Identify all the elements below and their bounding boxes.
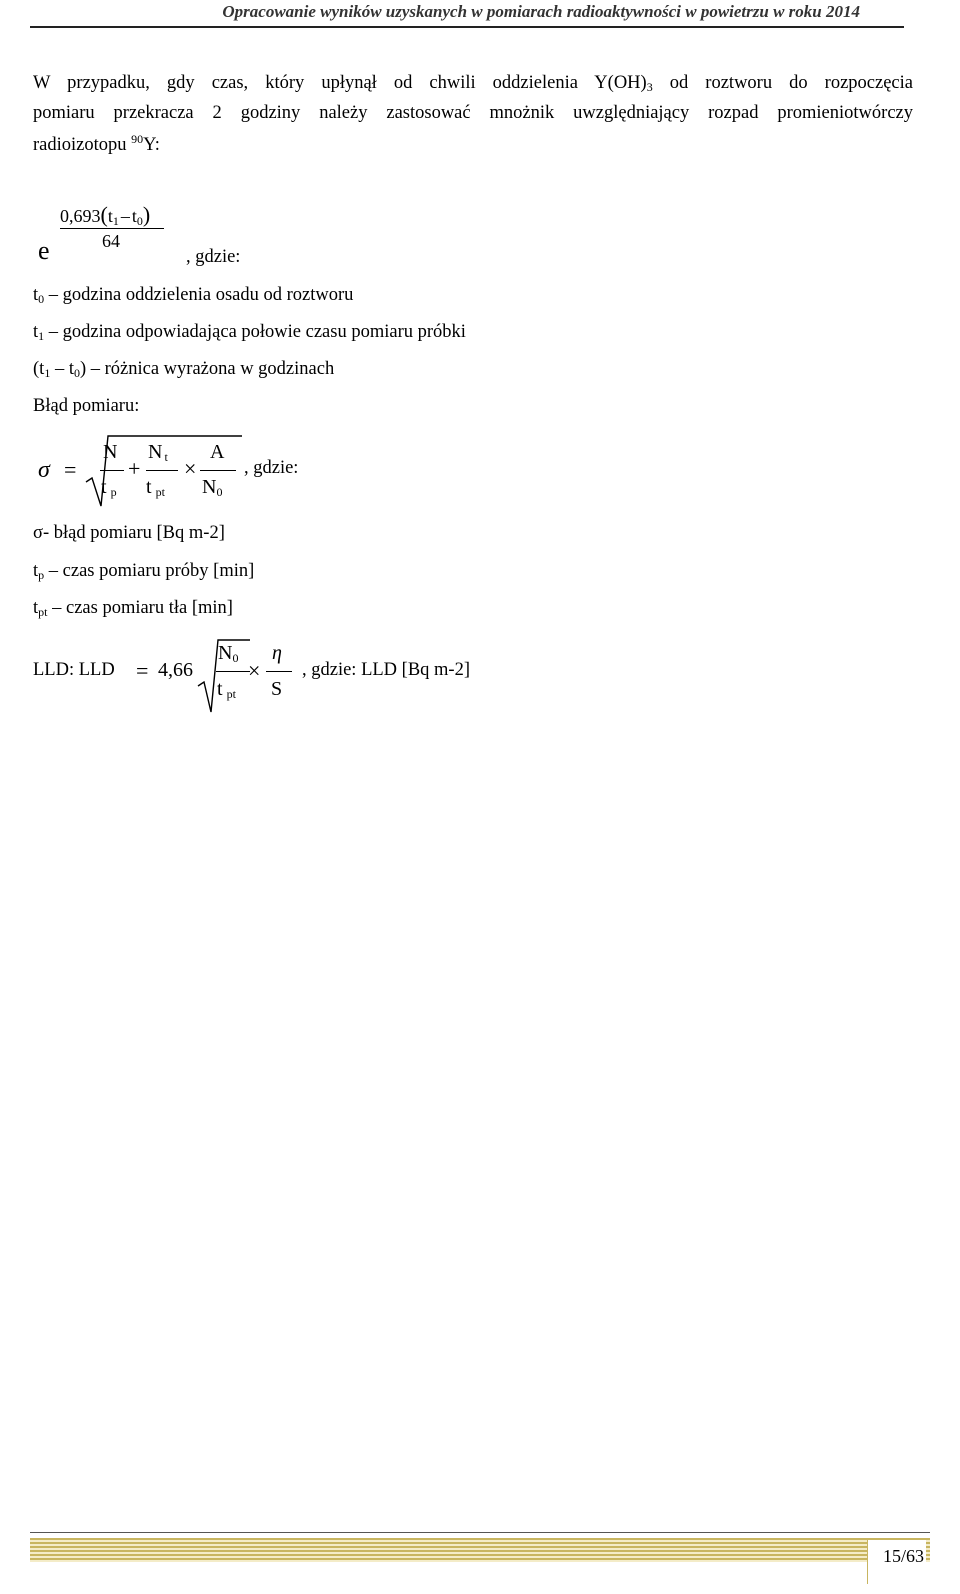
formula-sigma-symbol: σ	[38, 457, 50, 483]
formula-sigma-suffix: , gdzie:	[244, 458, 299, 478]
formula-sigma-n: N	[103, 441, 118, 463]
formula-sigma-nt: N $_t$	[148, 441, 168, 464]
header-title: Opracowanie wyników uzyskanych w pomiarach radioaktywności w powietrzu w roku 2014	[222, 2, 860, 21]
formula-lld-bar-1	[216, 671, 250, 672]
formula-sigma-times: ×	[184, 456, 197, 481]
formula-sigma-tp: t $_p$	[101, 476, 117, 499]
definition-t0: $t_0$ – godzina oddzielenia osadu od roztworu	[33, 285, 354, 306]
formula-sigma-a: A	[210, 441, 225, 463]
formula-sigma-tpt: t $_{pt}$	[146, 476, 165, 499]
definition-sigma: σ- błąd pomiaru [Bq m-2]	[33, 523, 225, 543]
formula-sigma-bar-1	[100, 470, 124, 471]
formula-decay-fraction-bar	[60, 228, 164, 229]
footer-rule	[30, 1532, 930, 1533]
formula-sigma-bar-2	[146, 470, 178, 471]
formula-sigma-n0: $N_0$	[202, 476, 223, 499]
formula-lld-bar-2	[266, 671, 292, 672]
intro-line-3: radioizotopu $^{90}$Y:	[33, 132, 160, 155]
formula-lld-coef: 4,66	[158, 659, 193, 681]
formula-lld-eta: η	[272, 642, 282, 664]
formula-decay-numerator: $0,693(t_1 - t_0)$	[60, 202, 151, 228]
formula-sigma-plus: +	[128, 456, 141, 481]
definition-difference: $(t_1 - t_0)$ – różnica wyrażona w godzinach	[33, 359, 335, 380]
formula-decay-denominator: 64	[102, 231, 120, 251]
formula-lld-n0: $N_0$	[218, 642, 239, 665]
intro-line-2: pomiaru przekracza 2 godziny należy zastosować mnożnik uwzględniający rozpad promieniotwórczy	[33, 103, 913, 123]
footer-band	[30, 1538, 930, 1562]
formula-sigma-bar-3	[200, 470, 236, 471]
intro-paragraph	[33, 70, 913, 158]
formula-decay-base: e	[38, 236, 50, 265]
definition-tp: $t_p$ – czas pomiaru próby [min]	[33, 561, 255, 582]
formula-lld-equals: =	[136, 658, 149, 683]
error-heading: Błąd pomiaru:	[33, 396, 140, 416]
formula-lld-tpt: t $_{pt}$	[217, 678, 236, 701]
formula-sigma-equals: =	[64, 457, 77, 482]
page-number: 15/63	[882, 1546, 924, 1566]
formula-lld-suffix: , gdzie: LLD [Bq m-2]	[302, 660, 470, 680]
header-rule	[30, 26, 904, 28]
formula-decay-suffix: , gdzie:	[186, 247, 241, 267]
definition-tpt: $t_{pt}$ – czas pomiaru tła [min]	[33, 598, 233, 619]
formula-lld-label: LLD: LLD	[33, 660, 115, 680]
formula-lld-s: S	[271, 678, 283, 700]
formula-lld-times: ×	[248, 658, 261, 683]
intro-line-1: W przypadku, gdy czas, który upłynął od chwili oddzielenia $Y(OH)_3$ od roztworu do rozpoczęcia	[33, 73, 913, 94]
definition-t1: $t_1$ – godzina odpowiadająca połowie czasu pomiaru próbki	[33, 322, 466, 343]
